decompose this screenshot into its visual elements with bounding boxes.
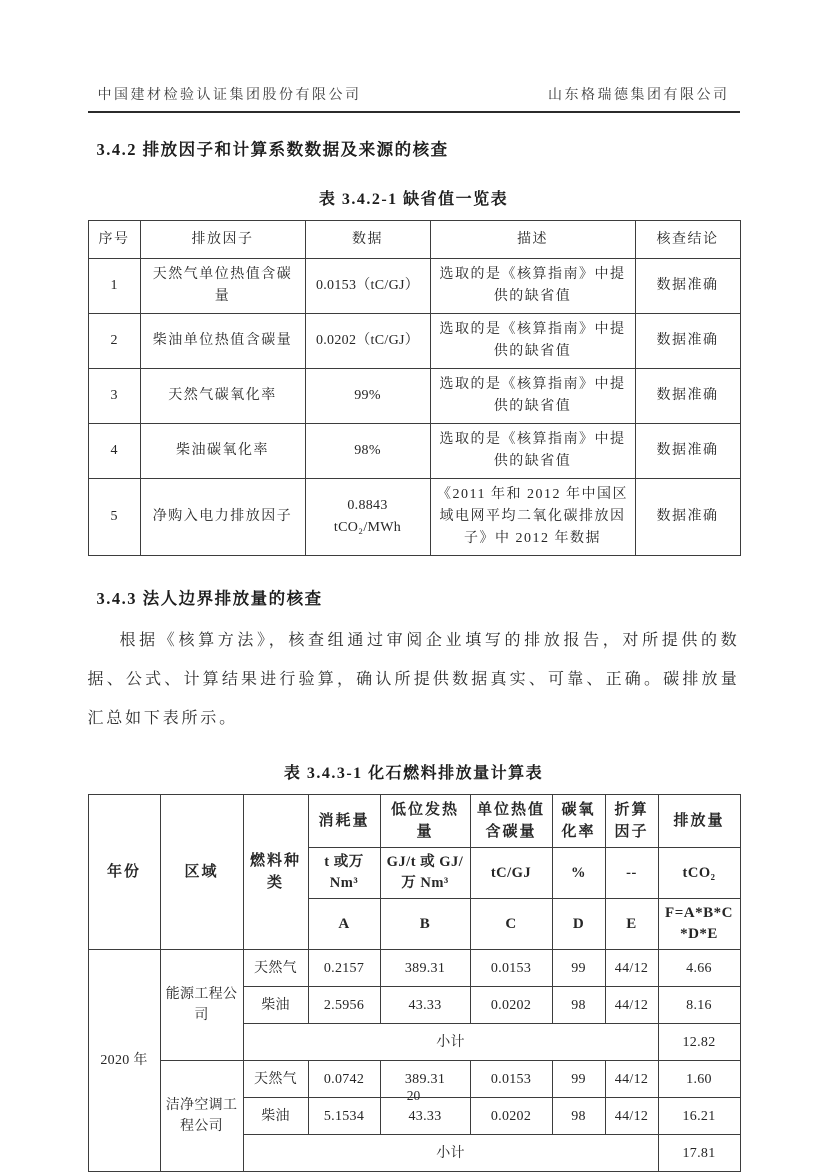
column-header-emission: 排放量 <box>658 795 740 848</box>
column-header-consumption: 消耗量 <box>308 795 380 848</box>
page-number: 20 <box>406 1088 421 1103</box>
row-desc: 选取的是《核算指南》中提供的缺省值 <box>430 314 635 369</box>
fossil-fuel-emissions-table <box>88 794 741 1172</box>
value-a: 5.1534 <box>308 1098 380 1135</box>
row-factor: 柴油碳氧化率 <box>140 424 305 479</box>
header-company-right: 山东格瑞德集团有限公司 <box>548 88 730 103</box>
column-header-year: 年份 <box>88 795 160 950</box>
table-caption-343: 表 3.4.3-1 化石燃料排放量计算表 <box>283 765 544 782</box>
value-a: 0.2157 <box>308 950 380 987</box>
row-desc: 选取的是《核算指南》中提供的缺省值 <box>430 259 635 314</box>
value-d: 98 <box>552 1098 605 1135</box>
value-f: 16.21 <box>658 1098 740 1135</box>
subtotal-value: 12.82 <box>658 1024 740 1061</box>
table-row <box>88 369 740 424</box>
row-no: 4 <box>88 424 140 479</box>
page-content <box>88 0 740 1172</box>
table-row <box>88 424 740 479</box>
column-header-carbon: 单位热值含碳量 <box>470 795 552 848</box>
value-d: 98 <box>552 987 605 1024</box>
letter-e: E <box>605 899 658 950</box>
row-no: 3 <box>88 369 140 424</box>
value-e: 44/12 <box>605 987 658 1024</box>
unit-ncv: GJ/t 或 GJ/万 Nm³ <box>380 848 470 899</box>
subtotal-label: 小计 <box>243 1024 658 1061</box>
value-e: 44/12 <box>605 950 658 987</box>
value-c: 0.0202 <box>470 987 552 1024</box>
table-header-row <box>88 221 740 259</box>
value-d: 99 <box>552 950 605 987</box>
value-e: 44/12 <box>605 1098 658 1135</box>
column-header-fuel: 燃料种类 <box>243 795 308 950</box>
column-header-no: 序号 <box>88 221 140 259</box>
row-desc: 《2011 年和 2012 年中国区域电网平均二氧化碳排放因子》中 2012 年数据 <box>430 479 635 556</box>
table-row <box>88 950 740 987</box>
row-factor: 净购入电力排放因子 <box>140 479 305 556</box>
value-c: 0.0153 <box>470 1061 552 1098</box>
column-header-desc: 描述 <box>430 221 635 259</box>
row-conclusion: 数据准确 <box>635 314 740 369</box>
row-conclusion: 数据准确 <box>635 479 740 556</box>
row-desc: 选取的是《核算指南》中提供的缺省值 <box>430 424 635 479</box>
subtotal-value: 17.81 <box>658 1135 740 1172</box>
value-b: 43.33 <box>380 1098 470 1135</box>
row-no: 2 <box>88 314 140 369</box>
row-value: 99% <box>305 369 430 424</box>
row-value-number: 0.8843 <box>347 498 388 513</box>
letter-f: F=A*B*C*D*E <box>658 899 740 950</box>
unit-consumption: t 或万 Nm³ <box>308 848 380 899</box>
column-header-factor: 排放因子 <box>140 221 305 259</box>
table-row <box>88 479 740 556</box>
row-factor: 天然气单位热值含碳量 <box>140 259 305 314</box>
unit-carbon: tC/GJ <box>470 848 552 899</box>
default-values-table <box>88 220 741 556</box>
page-header <box>88 84 740 113</box>
letter-b: B <box>380 899 470 950</box>
value-a: 2.5956 <box>308 987 380 1024</box>
value-f: 1.60 <box>658 1061 740 1098</box>
fuel-cell: 天然气 <box>243 950 308 987</box>
row-value <box>305 479 430 556</box>
column-header-factor: 折算因子 <box>605 795 658 848</box>
letter-d: D <box>552 899 605 950</box>
value-c: 0.0202 <box>470 1098 552 1135</box>
header-company-left: 中国建材检验认证集团股份有限公司 <box>97 88 362 103</box>
row-factor: 柴油单位热值含碳量 <box>140 314 305 369</box>
unit-emission: tCO₂ <box>658 848 740 899</box>
section-heading-342: 3.4.2 排放因子和计算系数数据及来源的核查 <box>96 140 449 159</box>
row-conclusion: 数据准确 <box>635 424 740 479</box>
column-header-oxidation: 碳氧化率 <box>552 795 605 848</box>
table-row <box>88 314 740 369</box>
unit-factor: -- <box>605 848 658 899</box>
subtotal-label: 小计 <box>243 1135 658 1172</box>
value-b: 389.31 <box>380 1061 470 1098</box>
row-no: 1 <box>88 259 140 314</box>
table-header-row <box>88 795 740 848</box>
unit-oxidation: % <box>552 848 605 899</box>
letter-c: C <box>470 899 552 950</box>
row-value: 0.0202（tC/GJ） <box>305 314 430 369</box>
column-header-ncv: 低位发热量 <box>380 795 470 848</box>
fuel-cell: 柴油 <box>243 1098 308 1135</box>
fuel-cell: 天然气 <box>243 1061 308 1098</box>
region-cell: 能源工程公司 <box>160 950 243 1061</box>
row-conclusion: 数据准确 <box>635 259 740 314</box>
table-caption-342: 表 3.4.2-1 缺省值一览表 <box>318 191 509 208</box>
column-header-conclusion: 核查结论 <box>635 221 740 259</box>
column-header-value: 数据 <box>305 221 430 259</box>
row-conclusion: 数据准确 <box>635 369 740 424</box>
row-value: 0.0153（tC/GJ） <box>305 259 430 314</box>
value-b: 43.33 <box>380 987 470 1024</box>
value-b: 389.31 <box>380 950 470 987</box>
row-value-unit: tCO₂/MWh <box>333 520 402 535</box>
column-header-region: 区域 <box>160 795 243 950</box>
year-cell: 2020 年 <box>88 950 160 1172</box>
section-heading-343: 3.4.3 法人边界排放量的核查 <box>96 589 323 608</box>
body-paragraph: 根据《核算方法》，核查组通过审阅企业填写的排放报告，对所提供的数据、公式、计算结果进行验算，确认所提供数据真实、可靠、正确。碳排放量汇总如下表所示。 <box>87 632 740 727</box>
row-value: 98% <box>305 424 430 479</box>
table-row <box>88 259 740 314</box>
value-f: 4.66 <box>658 950 740 987</box>
row-no: 5 <box>88 479 140 556</box>
value-f: 8.16 <box>658 987 740 1024</box>
value-d: 99 <box>552 1061 605 1098</box>
fuel-cell: 柴油 <box>243 987 308 1024</box>
value-c: 0.0153 <box>470 950 552 987</box>
letter-a: A <box>308 899 380 950</box>
region-cell: 洁净空调工程公司 <box>160 1061 243 1172</box>
value-e: 44/12 <box>605 1061 658 1098</box>
value-a: 0.0742 <box>308 1061 380 1098</box>
row-factor: 天然气碳氧化率 <box>140 369 305 424</box>
row-desc: 选取的是《核算指南》中提供的缺省值 <box>430 369 635 424</box>
